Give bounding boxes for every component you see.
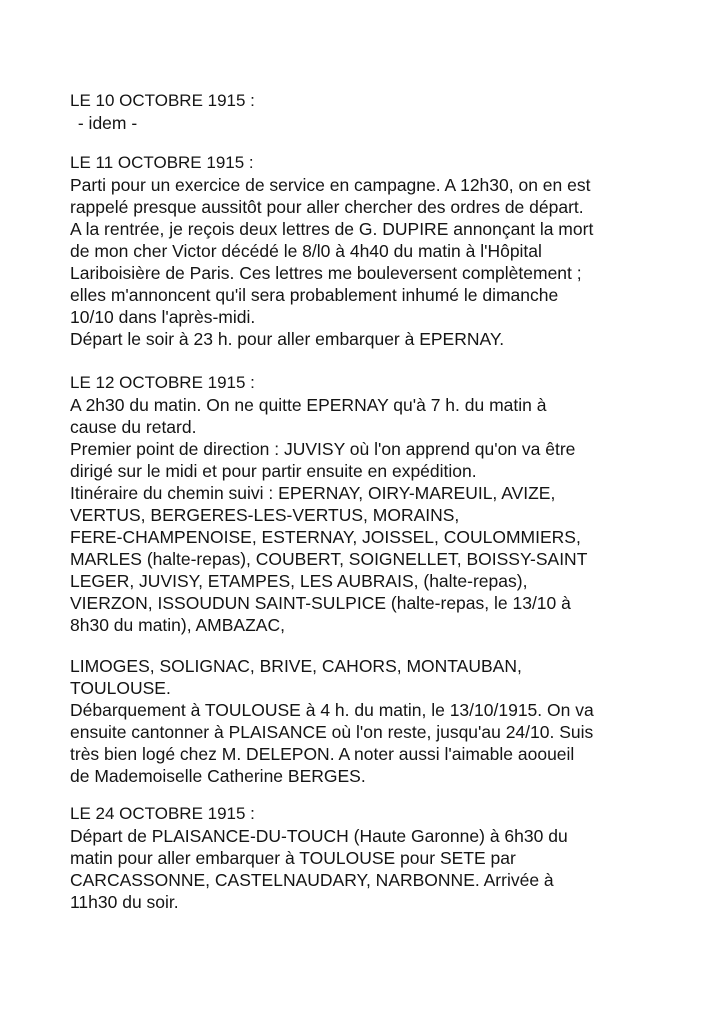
entry-line: Parti pour un exercice de service en campagne. A 12h30, on en est	[70, 175, 591, 195]
entry-line: elles m'annoncent qu'il sera probablement inhumé le dimanche	[70, 285, 559, 305]
entry-line: Débarquement à TOULOUSE à 4 h. du matin, le 13/10/1915. On va	[70, 700, 594, 720]
diary-entry-10-oct	[70, 90, 710, 134]
entry-line: ensuite cantonner à PLAISANCE où l'on reste, jusqu'au 24/10. Suis	[70, 722, 594, 742]
diary-entry-12-oct	[70, 372, 710, 636]
entry-line: Lariboisière de Paris. Ces lettres me bouleversent complètement ;	[70, 263, 582, 283]
entry-line: Départ de PLAISANCE-DU-TOUCH (Haute Garonne) à 6h30 du	[70, 826, 568, 846]
entry-line: 10/10 dans l'après-midi.	[70, 307, 256, 327]
entry-line: Premier point de direction : JUVISY où l'on apprend qu'on va être	[70, 439, 576, 459]
entry-line: 8h30 du matin), AMBAZAC,	[70, 615, 285, 635]
entry-line: LEGER, JUVISY, ETAMPES, LES AUBRAIS, (halte-repas),	[70, 571, 528, 591]
entry-line: 11h30 du soir.	[70, 892, 179, 912]
entry-date: LE 24 OCTOBRE 1915 :	[70, 804, 255, 823]
entry-line: de mon cher Victor décédé le 8/l0 à 4h40 du matin à l'Hôpital	[70, 241, 542, 261]
entry-line: de Mademoiselle Catherine BERGES.	[70, 766, 366, 786]
entry-line: matin pour aller embarquer à TOULOUSE pour SETE par	[70, 848, 516, 868]
entry-line: - idem -	[73, 113, 138, 133]
entry-line: Départ le soir à 23 h. pour aller embarquer à EPERNAY.	[70, 329, 505, 349]
entry-date: LE 10 OCTOBRE 1915 :	[70, 91, 255, 110]
entry-line: très bien logé chez M. DELEPON. A noter aussi l'aimable aooueil	[70, 744, 575, 764]
entry-line: cause du retard.	[70, 417, 197, 437]
entry-line: TOULOUSE.	[70, 678, 171, 698]
diary-entry-24-oct	[70, 803, 710, 913]
entry-line: dirigé sur le midi et pour partir ensuite en expédition.	[70, 461, 477, 481]
entry-line: Itinéraire du chemin suivi : EPERNAY, OIRY-MAREUIL, AVIZE,	[70, 483, 556, 503]
entry-line: VIERZON, ISSOUDUN SAINT-SULPICE (halte-repas, le 13/10 à	[70, 593, 571, 613]
entry-line: VERTUS, BERGERES-LES-VERTUS, MORAINS,	[70, 505, 460, 525]
entry-date: LE 12 OCTOBRE 1915 :	[70, 373, 255, 392]
entry-line: MARLES (halte-repas), COUBERT, SOIGNELLET, BOISSY-SAINT	[70, 549, 588, 569]
entry-line: LIMOGES, SOLIGNAC, BRIVE, CAHORS, MONTAUBAN,	[70, 656, 522, 676]
entry-line: rappelé presque aussitôt pour aller chercher des ordres de départ.	[70, 197, 584, 217]
diary-entry-continuation	[70, 655, 710, 787]
entry-line: A 2h30 du matin. On ne quitte EPERNAY qu'à 7 h. du matin à	[70, 395, 547, 415]
entry-line: A la rentrée, je reçois deux lettres de G. DUPIRE annonçant la mort	[70, 219, 594, 239]
diary-entry-11-oct	[70, 152, 710, 350]
entry-date: LE 11 OCTOBRE 1915 :	[70, 153, 254, 172]
entry-line: FERE-CHAMPENOISE, ESTERNAY, JOISSEL, COULOMMIERS,	[70, 527, 581, 547]
entry-line: CARCASSONNE, CASTELNAUDARY, NARBONNE. Arrivée à	[70, 870, 554, 890]
